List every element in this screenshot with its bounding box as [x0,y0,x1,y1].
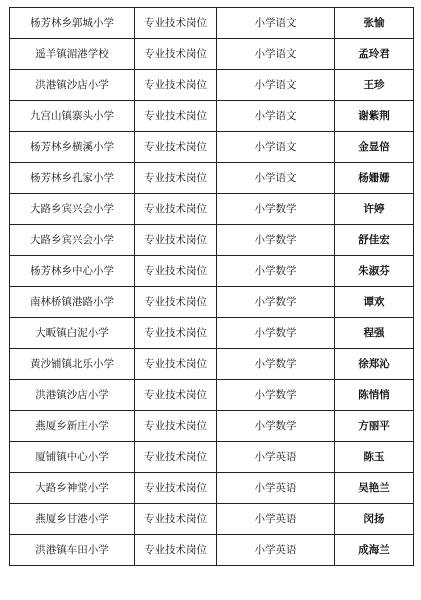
name-cell: 方丽平 [335,411,414,442]
table-row [10,411,414,442]
post-cell: 专业技术岗位 [135,442,217,473]
subject-cell: 小学数学 [217,194,335,225]
post-cell: 专业技术岗位 [135,473,217,504]
table-row [10,349,414,380]
table-row [10,8,414,39]
name-cell: 金显倍 [335,132,414,163]
table-row [10,163,414,194]
school-cell: 杨芳林乡孔家小学 [10,163,135,194]
table-row [10,256,414,287]
name-cell: 闵扬 [335,504,414,535]
name-cell: 成海兰 [335,535,414,566]
name-cell: 吴艳兰 [335,473,414,504]
school-cell: 厦铺镇中心小学 [10,442,135,473]
post-cell: 专业技术岗位 [135,318,217,349]
subject-cell: 小学英语 [217,535,335,566]
school-cell: 杨芳林乡横溪小学 [10,132,135,163]
name-cell: 王珍 [335,70,414,101]
post-cell: 专业技术岗位 [135,163,217,194]
subject-cell: 小学语文 [217,70,335,101]
school-cell: 九宫山镇寨头小学 [10,101,135,132]
subject-cell: 小学英语 [217,504,335,535]
school-cell: 洪港镇沙店小学 [10,70,135,101]
school-cell: 遥羊镇湄港学校 [10,39,135,70]
table-row [10,504,414,535]
school-cell: 大路乡宾兴会小学 [10,194,135,225]
school-cell: 大路乡神堂小学 [10,473,135,504]
post-cell: 专业技术岗位 [135,8,217,39]
roster-table [9,7,414,566]
name-cell: 谭欢 [335,287,414,318]
table-row [10,442,414,473]
subject-cell: 小学语文 [217,163,335,194]
table-row [10,101,414,132]
table-row [10,194,414,225]
post-cell: 专业技术岗位 [135,70,217,101]
subject-cell: 小学语文 [217,39,335,70]
subject-cell: 小学数学 [217,349,335,380]
table-row [10,473,414,504]
table-row [10,70,414,101]
post-cell: 专业技术岗位 [135,39,217,70]
subject-cell: 小学数学 [217,380,335,411]
table-row [10,132,414,163]
subject-cell: 小学数学 [217,256,335,287]
name-cell: 孟玲君 [335,39,414,70]
post-cell: 专业技术岗位 [135,256,217,287]
subject-cell: 小学数学 [217,225,335,256]
name-cell: 张愉 [335,8,414,39]
table-row [10,380,414,411]
school-cell: 南林桥镇港路小学 [10,287,135,318]
post-cell: 专业技术岗位 [135,194,217,225]
table-row [10,287,414,318]
name-cell: 朱淑芬 [335,256,414,287]
name-cell: 许婷 [335,194,414,225]
school-cell: 燕厦乡甘港小学 [10,504,135,535]
post-cell: 专业技术岗位 [135,349,217,380]
school-cell: 洪港镇车田小学 [10,535,135,566]
post-cell: 专业技术岗位 [135,535,217,566]
name-cell: 程强 [335,318,414,349]
name-cell: 徐郑沁 [335,349,414,380]
name-cell: 杨姗姗 [335,163,414,194]
subject-cell: 小学英语 [217,442,335,473]
post-cell: 专业技术岗位 [135,287,217,318]
name-cell: 陈悄悄 [335,380,414,411]
subject-cell: 小学语文 [217,101,335,132]
school-cell: 大畈镇白泥小学 [10,318,135,349]
post-cell: 专业技术岗位 [135,411,217,442]
post-cell: 专业技术岗位 [135,380,217,411]
post-cell: 专业技术岗位 [135,504,217,535]
roster-table-body [10,8,414,566]
name-cell: 谢紫荆 [335,101,414,132]
table-row [10,225,414,256]
school-cell: 杨芳林乡中心小学 [10,256,135,287]
name-cell: 舒佳宏 [335,225,414,256]
post-cell: 专业技术岗位 [135,225,217,256]
post-cell: 专业技术岗位 [135,101,217,132]
subject-cell: 小学语文 [217,8,335,39]
school-cell: 洪港镇沙店小学 [10,380,135,411]
subject-cell: 小学英语 [217,473,335,504]
subject-cell: 小学数学 [217,411,335,442]
subject-cell: 小学数学 [217,287,335,318]
school-cell: 燕厦乡新庄小学 [10,411,135,442]
school-cell: 杨芳林乡郭城小学 [10,8,135,39]
name-cell: 陈玉 [335,442,414,473]
roster-sheet [9,7,413,566]
post-cell: 专业技术岗位 [135,132,217,163]
subject-cell: 小学数学 [217,318,335,349]
table-row [10,535,414,566]
table-row [10,318,414,349]
school-cell: 大路乡宾兴会小学 [10,225,135,256]
table-row [10,39,414,70]
school-cell: 黄沙铺镇北乐小学 [10,349,135,380]
subject-cell: 小学语文 [217,132,335,163]
